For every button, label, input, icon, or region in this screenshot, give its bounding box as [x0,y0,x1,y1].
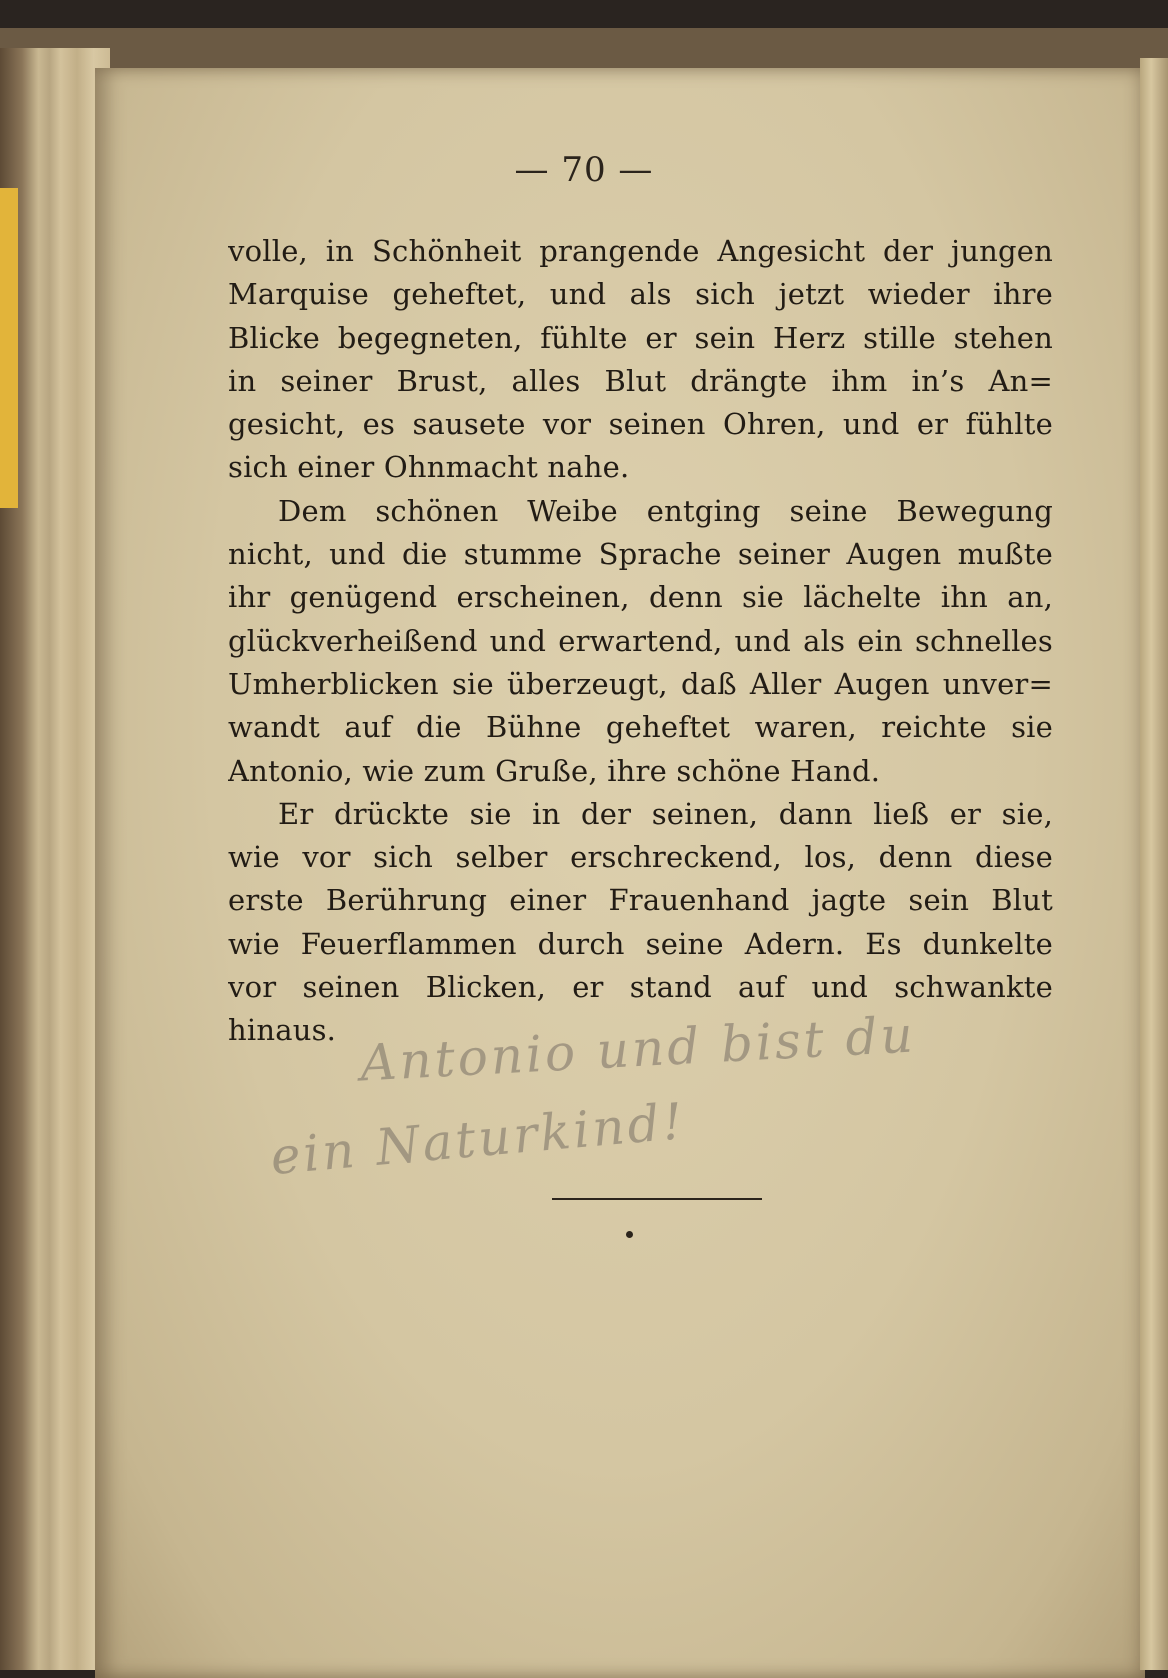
text-line: gesicht, es sausete vor seinen Ohren, und er fühlte [228,407,1053,442]
text-line: Antonio, wie zum Gruße, ihre schöne Hand. [228,753,881,788]
text-line: vor seinen Blicken, er stand auf und schwankte [228,970,1053,1005]
page-edges-right [1140,58,1168,1670]
text-line: Umherblicken sie überzeugt, daß Aller Augen unver= [228,666,1053,701]
bookmark-tab [0,188,18,508]
text-line: glückverheißend und erwartend, und als ein schnelles [228,623,1053,658]
pencil-note-line-1: Antonio und bist du [358,1005,917,1093]
text-line: erste Berührung einer Frauenhand jagte sein Blut [228,883,1053,918]
text-line: wie Feuerflammen durch seine Adern. Es dunkelte [228,926,1053,961]
text-line: in seiner Brust, alles Blut drängte ihm in’s An= [228,363,1053,398]
page-number: — 70 — [514,150,654,190]
text-line: Marquise geheftet, und als sich jetzt wieder ihre [228,277,1053,312]
text-line: Er drückte sie in der seinen, dann ließ er sie, [278,796,1053,831]
text-line: sich einer Ohnmacht nahe. [228,450,630,485]
text-line: Blicke begegneten, fühlte er sein Herz stille stehen [228,320,1053,355]
ornament-dot [626,1231,633,1238]
text-line: wie vor sich selber erschreckend, los, denn diese [228,840,1053,875]
pencil-note-line-2: ein Naturkind! [268,1091,688,1187]
text-line: Dem schönen Weibe entging seine Bewegung [278,493,1053,528]
text-line: volle, in Schönheit prangende Angesicht der jungen [228,234,1053,268]
text-line: ihr genügend erscheinen, denn sie lächelte ihn an, [228,580,1053,615]
text-line: nicht, und die stumme Sprache seiner Augen mußte [228,537,1053,572]
text-line: wandt auf die Bühne geheftet waren, reichte sie [228,710,1053,745]
body-text [228,230,1053,1053]
section-end-rule [552,1198,762,1200]
text-line: hinaus. [228,1013,337,1048]
